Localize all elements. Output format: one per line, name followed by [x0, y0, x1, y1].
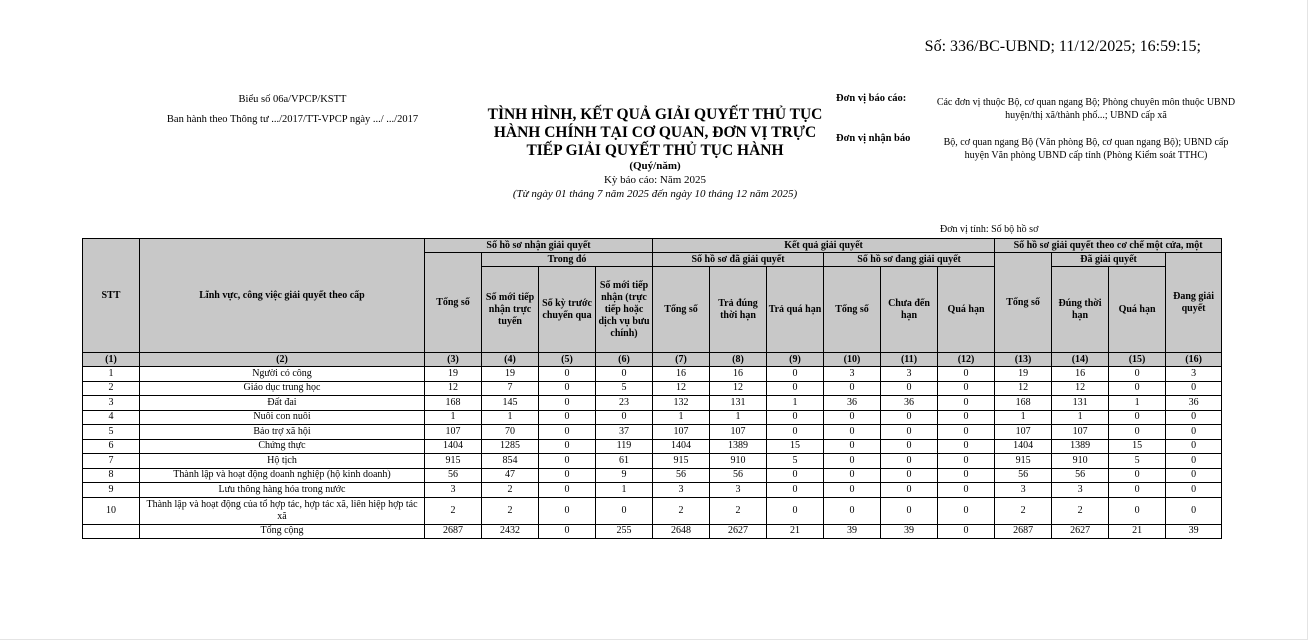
- row-value: 0: [938, 381, 995, 396]
- row-value: 0: [881, 468, 938, 483]
- row-value: 0: [596, 497, 653, 524]
- row-value: 0: [767, 497, 824, 524]
- row-value: 56: [1052, 468, 1109, 483]
- row-value: 0: [881, 454, 938, 469]
- table-row: [83, 396, 1222, 411]
- row-value: 16: [710, 367, 767, 382]
- row-value: 0: [539, 483, 596, 498]
- header-resolved-group: Số hồ sơ đã giải quyết: [653, 253, 824, 267]
- row-value: 3: [881, 367, 938, 382]
- row-value: 0: [1166, 381, 1222, 396]
- row-value: 0: [938, 367, 995, 382]
- header-pending-group: Số hồ sơ đang giải quyết: [824, 253, 995, 267]
- row-value: 3: [425, 483, 482, 498]
- row-value: 1: [596, 483, 653, 498]
- row-value: 21: [1109, 524, 1166, 539]
- row-value: 0: [1166, 468, 1222, 483]
- row-field: Người có công: [140, 367, 425, 382]
- row-stt: [83, 524, 140, 539]
- row-value: 915: [653, 454, 710, 469]
- row-value: 3: [653, 483, 710, 498]
- row-value: 0: [824, 410, 881, 425]
- header-onestop-group: Số hồ sơ giải quyết theo cơ chế một cửa, một: [995, 239, 1222, 253]
- row-value: 1: [995, 410, 1052, 425]
- row-value: 1: [767, 396, 824, 411]
- row-value: 168: [995, 396, 1052, 411]
- header-of-which: Trong đó: [482, 253, 653, 267]
- row-value: 0: [938, 425, 995, 440]
- row-value: 0: [1166, 497, 1222, 524]
- row-value: 131: [1052, 396, 1109, 411]
- row-value: 0: [767, 468, 824, 483]
- col-number: (6): [596, 353, 653, 367]
- row-value: 2648: [653, 524, 710, 539]
- row-value: 70: [482, 425, 539, 440]
- row-field: Thành lập và hoạt động của tổ hợp tác, hợp tác xã, liên hiệp hợp tác xã: [140, 497, 425, 524]
- row-value: 854: [482, 454, 539, 469]
- header-received-total: Tổng số: [425, 253, 482, 353]
- row-value: 0: [824, 439, 881, 454]
- row-value: 0: [938, 497, 995, 524]
- row-value: 0: [1109, 381, 1166, 396]
- row-value: 0: [1109, 425, 1166, 440]
- header-late: Trả quá hạn: [767, 267, 824, 353]
- report-title-block: [480, 106, 830, 201]
- row-value: 2432: [482, 524, 539, 539]
- row-value: 0: [539, 454, 596, 469]
- col-number: (12): [938, 353, 995, 367]
- receiving-unit-value: Bộ, cơ quan ngang Bộ (Văn phòng Bộ, cơ quan ngang Bộ); UBND cấp huyện Văn phòng UBND cấp tỉnh (Phòng Kiểm soát TTHC): [943, 137, 1229, 161]
- row-stt: 9: [83, 483, 140, 498]
- form-code-block: [120, 90, 465, 130]
- row-value: 0: [1109, 483, 1166, 498]
- row-field: Nuôi con nuôi: [140, 410, 425, 425]
- row-value: 0: [824, 497, 881, 524]
- header-done-on-time: Đúng thời hạn: [1052, 267, 1109, 353]
- row-value: 5: [767, 454, 824, 469]
- row-stt: 7: [83, 454, 140, 469]
- row-value: 56: [710, 468, 767, 483]
- table-row: [83, 367, 1222, 382]
- row-value: 7: [482, 381, 539, 396]
- row-value: 132: [653, 396, 710, 411]
- row-value: 9: [596, 468, 653, 483]
- row-value: 0: [1166, 483, 1222, 498]
- row-field: Bảo trợ xã hội: [140, 425, 425, 440]
- row-value: 36: [1166, 396, 1222, 411]
- report-period: Kỳ báo cáo: Năm 2025: [603, 174, 707, 186]
- row-value: 0: [539, 410, 596, 425]
- row-value: 0: [539, 425, 596, 440]
- row-value: 0: [824, 483, 881, 498]
- row-value: 0: [767, 425, 824, 440]
- col-number: (2): [140, 353, 425, 367]
- row-value: 0: [824, 468, 881, 483]
- receiving-unit-label: Đơn vị nhận báo: [836, 133, 911, 144]
- row-value: 1389: [710, 439, 767, 454]
- row-value: 1404: [995, 439, 1052, 454]
- row-value: 0: [1109, 367, 1166, 382]
- row-value: 0: [539, 396, 596, 411]
- table-body: [83, 367, 1222, 539]
- date-range: (Từ ngày 01 tháng 7 năm 2025 đến ngày 10 tháng 12 năm 2025): [512, 188, 798, 200]
- issued-by: Ban hành theo Thông tư .../2017/TT-VPCP ngày .../ .../2017: [166, 114, 419, 125]
- row-value: 1: [1052, 410, 1109, 425]
- row-value: 0: [1166, 439, 1222, 454]
- header-on-time: Trả đúng thời hạn: [710, 267, 767, 353]
- row-value: 0: [881, 497, 938, 524]
- row-field: Thành lập và hoạt động doanh nghiệp (hộ kinh doanh): [140, 468, 425, 483]
- row-value: 3: [995, 483, 1052, 498]
- col-number: (3): [425, 353, 482, 367]
- row-value: 2: [710, 497, 767, 524]
- row-value: 2: [653, 497, 710, 524]
- row-stt: 6: [83, 439, 140, 454]
- row-stt: 10: [83, 497, 140, 524]
- row-value: 0: [824, 454, 881, 469]
- row-value: 3: [1052, 483, 1109, 498]
- header-result-group: Kết quả giải quyết: [653, 239, 995, 253]
- row-value: 39: [824, 524, 881, 539]
- table-row: [83, 497, 1222, 524]
- row-value: 119: [596, 439, 653, 454]
- row-value: 0: [1109, 410, 1166, 425]
- row-value: 0: [539, 439, 596, 454]
- row-value: 2: [482, 497, 539, 524]
- row-value: 0: [767, 381, 824, 396]
- row-value: 1: [653, 410, 710, 425]
- row-value: 0: [596, 367, 653, 382]
- col-number: (4): [482, 353, 539, 367]
- row-value: 12: [710, 381, 767, 396]
- row-value: 19: [482, 367, 539, 382]
- row-value: 37: [596, 425, 653, 440]
- row-value: 2: [482, 483, 539, 498]
- row-value: 12: [1052, 381, 1109, 396]
- row-stt: 1: [83, 367, 140, 382]
- col-number: (14): [1052, 353, 1109, 367]
- table-row: [83, 381, 1222, 396]
- header-received-group: Số hồ sơ nhận giải quyết: [425, 239, 653, 253]
- row-value: 2687: [995, 524, 1052, 539]
- row-value: 2627: [710, 524, 767, 539]
- header-processing: Đang giải quyết: [1166, 253, 1222, 353]
- total-row: [83, 524, 1222, 539]
- header-carried-over: Số kỳ trước chuyển qua: [539, 267, 596, 353]
- table-row: [83, 410, 1222, 425]
- row-value: 107: [995, 425, 1052, 440]
- row-field: Hộ tịch: [140, 454, 425, 469]
- row-value: 0: [881, 381, 938, 396]
- col-number: (16): [1166, 353, 1222, 367]
- col-number: (15): [1109, 353, 1166, 367]
- row-value: 107: [653, 425, 710, 440]
- row-value: 0: [824, 381, 881, 396]
- row-value: 2: [425, 497, 482, 524]
- column-number-row: [83, 353, 1222, 367]
- row-value: 0: [539, 497, 596, 524]
- reporting-unit-value: Các đơn vị thuộc Bộ, cơ quan ngang Bộ; Phòng chuyên môn thuộc UBND huyện/thị xã/thành phố...; UBND cấp xã: [936, 97, 1236, 121]
- form-code: Biểu số 06a/VPCP/KSTT: [238, 94, 347, 105]
- receiving-unit-row: [836, 130, 1236, 162]
- row-value: 1: [425, 410, 482, 425]
- row-value: 0: [881, 410, 938, 425]
- row-value: 19: [995, 367, 1052, 382]
- row-field: Giáo dục trung học: [140, 381, 425, 396]
- row-value: 1: [710, 410, 767, 425]
- row-value: 56: [653, 468, 710, 483]
- row-value: 0: [938, 439, 995, 454]
- row-value: 1404: [425, 439, 482, 454]
- reporting-unit-row: [836, 90, 1236, 122]
- row-value: 2687: [425, 524, 482, 539]
- row-value: 0: [539, 468, 596, 483]
- row-value: 145: [482, 396, 539, 411]
- table-row: [83, 439, 1222, 454]
- row-value: 107: [425, 425, 482, 440]
- measure-unit: Đơn vị tính: Số bộ hồ sơ: [940, 224, 1039, 235]
- row-value: 0: [938, 483, 995, 498]
- table-row: [83, 425, 1222, 440]
- row-value: 0: [539, 524, 596, 539]
- row-value: 255: [596, 524, 653, 539]
- row-value: 107: [1052, 425, 1109, 440]
- row-value: 56: [995, 468, 1052, 483]
- row-value: 0: [539, 367, 596, 382]
- unit-info: [836, 90, 1236, 170]
- row-stt: 5: [83, 425, 140, 440]
- row-value: 15: [767, 439, 824, 454]
- row-value: 0: [1166, 410, 1222, 425]
- col-number: (1): [83, 353, 140, 367]
- row-value: 0: [539, 381, 596, 396]
- row-value: 0: [1166, 425, 1222, 440]
- row-value: 107: [710, 425, 767, 440]
- table-row: [83, 468, 1222, 483]
- period-type: (Quý/năm): [629, 160, 681, 172]
- row-value: 0: [881, 425, 938, 440]
- header-field: Lĩnh vực, công việc giải quyết theo cấp: [140, 239, 425, 353]
- row-value: 2: [995, 497, 1052, 524]
- row-value: 0: [938, 410, 995, 425]
- row-value: 1: [482, 410, 539, 425]
- row-value: 1404: [653, 439, 710, 454]
- row-value: 36: [881, 396, 938, 411]
- header-not-due: Chưa đến hạn: [881, 267, 938, 353]
- row-value: 168: [425, 396, 482, 411]
- row-value: 0: [1166, 454, 1222, 469]
- row-value: 1285: [482, 439, 539, 454]
- header-onestop-total: Tổng số: [995, 253, 1052, 353]
- report-title: TÌNH HÌNH, KẾT QUẢ GIẢI QUYẾT THỦ TỤC HÀNH CHÍNH TẠI CƠ QUAN, ĐƠN VỊ TRỰC TIẾP GIẢI QUYẾT THỦ TỤC HÀNH: [487, 106, 823, 159]
- row-field: Đất đai: [140, 396, 425, 411]
- row-value: 16: [1052, 367, 1109, 382]
- col-number: (5): [539, 353, 596, 367]
- row-value: 2627: [1052, 524, 1109, 539]
- row-value: 0: [938, 468, 995, 483]
- row-value: 15: [1109, 439, 1166, 454]
- row-value: 0: [881, 483, 938, 498]
- row-value: 56: [425, 468, 482, 483]
- row-value: 0: [938, 396, 995, 411]
- row-value: 12: [425, 381, 482, 396]
- row-value: 47: [482, 468, 539, 483]
- row-value: 0: [938, 454, 995, 469]
- row-value: 0: [824, 425, 881, 440]
- col-number: (8): [710, 353, 767, 367]
- row-value: 19: [425, 367, 482, 382]
- row-value: 131: [710, 396, 767, 411]
- row-value: 910: [1052, 454, 1109, 469]
- table-row: [83, 483, 1222, 498]
- col-number: (7): [653, 353, 710, 367]
- row-field: Chứng thực: [140, 439, 425, 454]
- header-direct: Số mới tiếp nhận (trực tiếp hoặc dịch vụ bưu chính): [596, 267, 653, 353]
- row-value: 1: [1109, 396, 1166, 411]
- row-value: 36: [824, 396, 881, 411]
- row-field: Tổng cộng: [140, 524, 425, 539]
- row-value: 3: [710, 483, 767, 498]
- col-number: (13): [995, 353, 1052, 367]
- row-value: 12: [995, 381, 1052, 396]
- row-value: 12: [653, 381, 710, 396]
- row-stt: 4: [83, 410, 140, 425]
- header-done-group: Đã giải quyết: [1052, 253, 1166, 267]
- header-done-overdue: Quá hạn: [1109, 267, 1166, 353]
- row-value: 61: [596, 454, 653, 469]
- row-value: 910: [710, 454, 767, 469]
- row-value: 1389: [1052, 439, 1109, 454]
- row-value: 0: [1109, 497, 1166, 524]
- report-table: [82, 238, 1222, 539]
- row-value: 16: [653, 367, 710, 382]
- reporting-unit-label: Đơn vị báo cáo:: [836, 93, 907, 104]
- header-overdue: Quá hạn: [938, 267, 995, 353]
- document-number: Số: 336/BC-UBND; 11/12/2025; 16:59:15;: [924, 38, 1201, 55]
- header-stt: STT: [83, 239, 140, 353]
- row-stt: 2: [83, 381, 140, 396]
- row-value: 0: [767, 367, 824, 382]
- header-pending-total: Tổng số: [824, 267, 881, 353]
- row-value: 3: [1166, 367, 1222, 382]
- row-field: Lưu thông hàng hóa trong nước: [140, 483, 425, 498]
- row-value: 0: [1109, 468, 1166, 483]
- row-value: 5: [1109, 454, 1166, 469]
- row-value: 3: [824, 367, 881, 382]
- row-value: 0: [596, 410, 653, 425]
- row-value: 39: [881, 524, 938, 539]
- row-stt: 8: [83, 468, 140, 483]
- row-stt: 3: [83, 396, 140, 411]
- row-value: 0: [938, 524, 995, 539]
- row-value: 0: [881, 439, 938, 454]
- row-value: 2: [1052, 497, 1109, 524]
- row-value: 21: [767, 524, 824, 539]
- row-value: 5: [596, 381, 653, 396]
- row-value: 0: [767, 483, 824, 498]
- header-online: Số mới tiếp nhận trực tuyến: [482, 267, 539, 353]
- header-resolved-total: Tổng số: [653, 267, 710, 353]
- row-value: 23: [596, 396, 653, 411]
- col-number: (9): [767, 353, 824, 367]
- row-value: 915: [425, 454, 482, 469]
- row-value: 0: [767, 410, 824, 425]
- table-row: [83, 454, 1222, 469]
- col-number: (10): [824, 353, 881, 367]
- row-value: 915: [995, 454, 1052, 469]
- col-number: (11): [881, 353, 938, 367]
- row-value: 39: [1166, 524, 1222, 539]
